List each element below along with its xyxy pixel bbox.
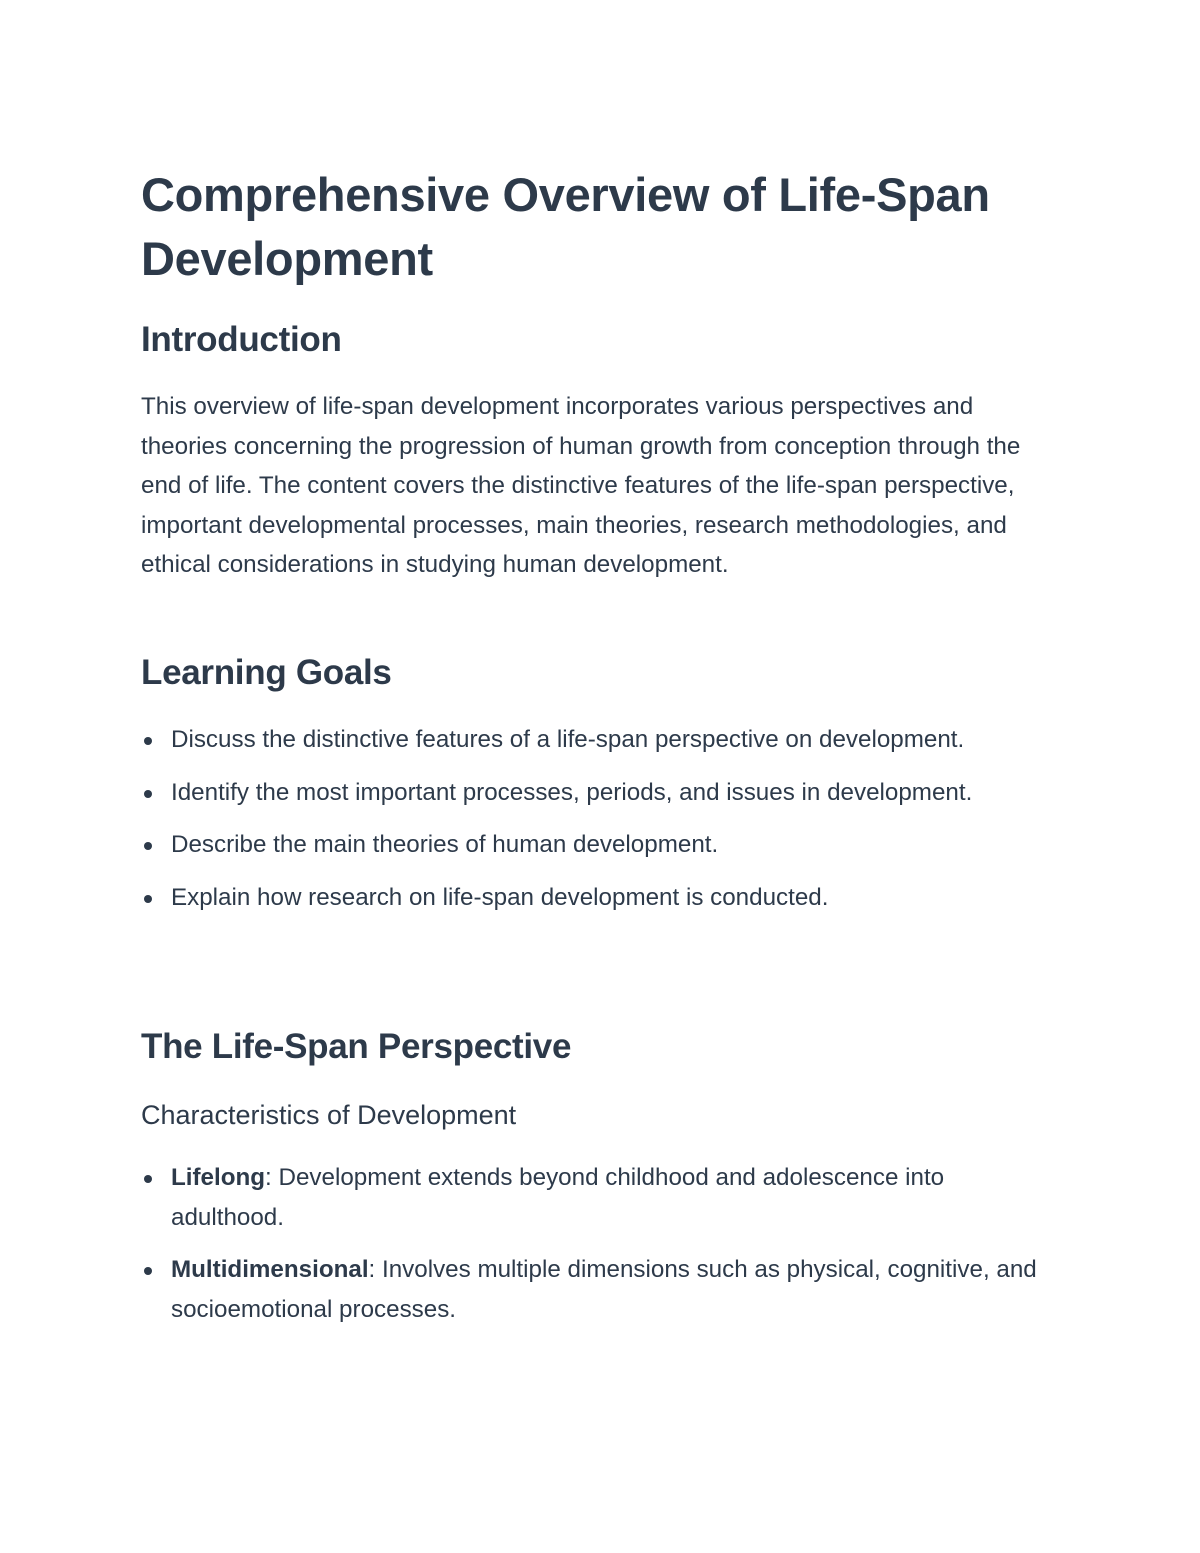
- characteristics-list: [141, 1158, 1061, 1342]
- learning-goals-heading: Learning Goals: [141, 653, 392, 692]
- list-item: [141, 1158, 1061, 1237]
- learning-goal-text: Explain how research on life-span development is conducted.: [171, 883, 829, 911]
- learning-goal-text: Identify the most important processes, periods, and issues in development.: [171, 778, 973, 806]
- list-item: [141, 720, 1061, 760]
- list-item: [141, 825, 1061, 865]
- characteristics-subheading: Characteristics of Development: [141, 1100, 517, 1130]
- introduction-heading: Introduction: [141, 320, 342, 359]
- bullet-icon: [144, 1175, 152, 1183]
- learning-goals-list: [141, 720, 1061, 930]
- term-separator: :: [368, 1256, 382, 1284]
- learning-goal-text: Describe the main theories of human development.: [171, 831, 719, 859]
- characteristic-description: Development extends beyond childhood and adolescence into adulthood.: [171, 1164, 945, 1231]
- characteristic-term: Lifelong: [171, 1164, 266, 1191]
- bullet-icon: [144, 895, 152, 903]
- life-span-perspective-heading: The Life-Span Perspective: [141, 1027, 572, 1066]
- bullet-icon: [144, 1267, 152, 1275]
- document-title: Comprehensive Overview of Life-Span Development: [141, 168, 990, 285]
- characteristic-term: Multidimensional: [171, 1256, 369, 1284]
- list-item: [141, 878, 1061, 918]
- bullet-icon: [144, 842, 152, 850]
- term-separator: :: [265, 1164, 279, 1191]
- list-item: [141, 1250, 1061, 1329]
- characteristic-description: Involves multiple dimensions such as physical, cognitive, and socioemotional processes.: [171, 1256, 1037, 1323]
- list-item: [141, 773, 1061, 813]
- learning-goal-text: Discuss the distinctive features of a life-span perspective on development.: [171, 726, 965, 753]
- bullet-icon: [144, 790, 152, 798]
- introduction-paragraph: This overview of life-span development incorporates various perspectives and theories concerning the progression of human growth from conception through the end of life. The content covers the distinctive features of the life-span perspective, important developmental processes, main theories, research methodologies, and ethical considerations in studying human development.: [141, 393, 1021, 579]
- bullet-icon: [144, 737, 152, 745]
